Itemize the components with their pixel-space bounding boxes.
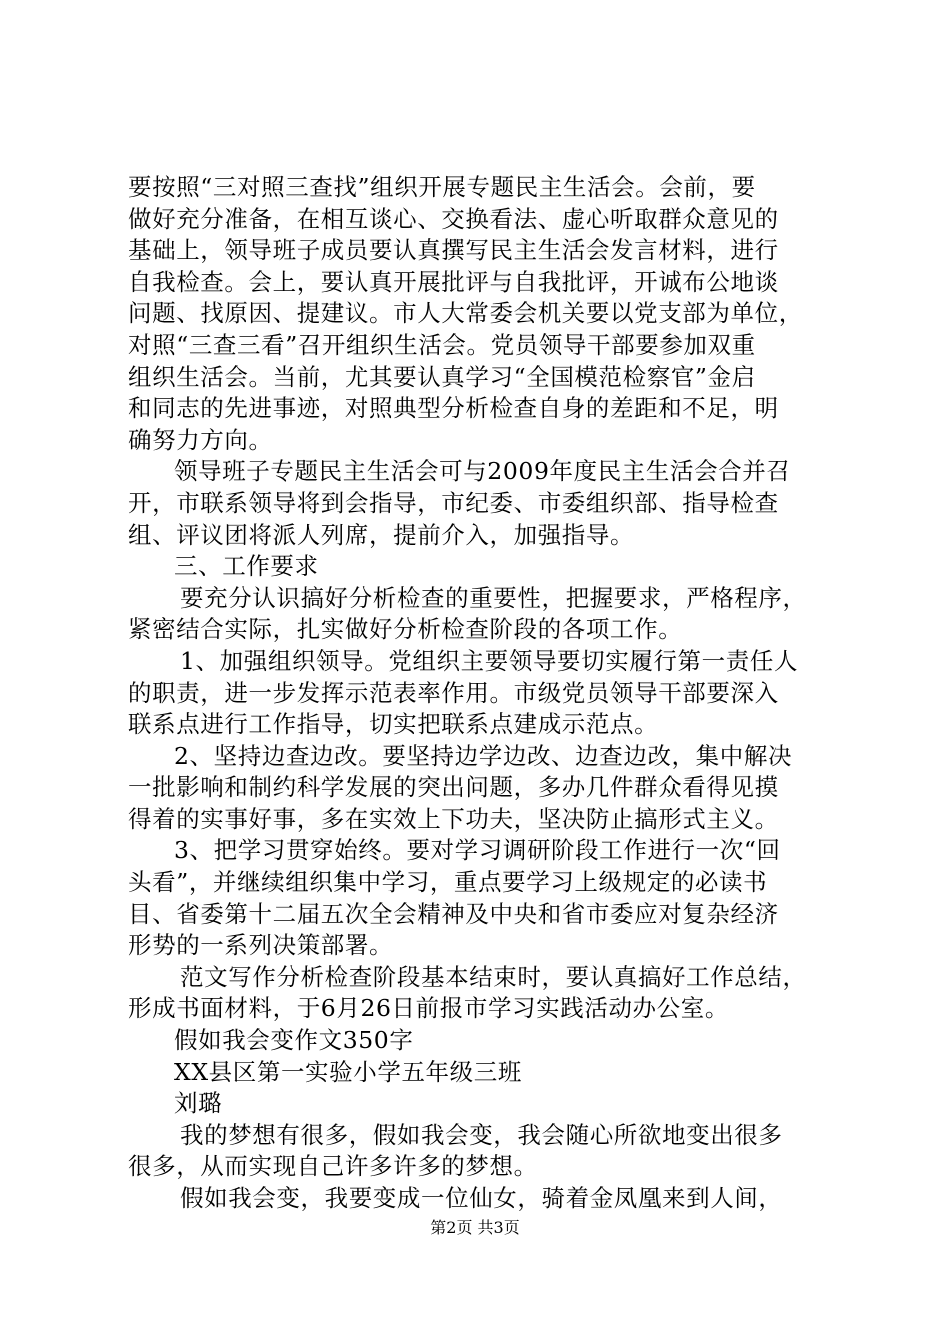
text-line: 要充分认识搞好分析检查的重要性，把握要求，严格程序， — [180, 583, 807, 612]
text-line: 要按照“三对照三查找”组织开展专题民主生活会。会前，要 — [128, 173, 756, 201]
text-line: 做好充分准备，在相互谈心、交换看法、虚心听取群众意见的 — [128, 204, 779, 233]
text-line: 基础上，领导班子成员要认真撰写民主生活会发言材料，进行 — [128, 236, 779, 265]
text-line: 联系点进行工作指导，切实把联系点建成示范点。 — [128, 710, 659, 739]
text-line: 开，市联系领导将到会指导，市纪委、市委组织部、指导检查 — [128, 488, 779, 517]
text-line: 问题、找原因、提建议。市人大常委会机关要以党支部为单位， — [128, 299, 803, 328]
text-line: 很多，从而实现自己许多许多的梦想。 — [128, 1152, 538, 1181]
text-line: 确努力方向。 — [128, 425, 273, 454]
text-line: 和同志的先进事迹，对照典型分析检查自身的差距和不足，明 — [128, 394, 779, 423]
text-line: 领导班子专题民主生活会可与2009年度民主生活会合并召 — [174, 457, 791, 486]
text-line: 目、省委第十二届五次全会精神及中央和省市委应对复杂经济 — [128, 899, 779, 928]
text-line: 头看”，并继续组织集中学习，重点要学习上级规定的必读书 — [128, 868, 768, 897]
text-line: 对照“三查三看”召开组织生活会。党员领导干部要参加双重 — [128, 330, 756, 359]
text-line: 组织生活会。当前，尤其要认真学习“全国模范检察官”金启 — [128, 362, 756, 391]
text-line: 假如我会变，我要变成一位仙女，骑着金凤凰来到人间， — [180, 1184, 783, 1212]
text-line: 组、评议团将派人列席，提前介入，加强指导。 — [128, 520, 635, 549]
text-line: 一批影响和制约科学发展的突出问题，多办几件群众看得见摸 — [128, 773, 779, 802]
text-line: 紧密结合实际，扎实做好分析检查阶段的各项工作。 — [128, 615, 683, 644]
text-line: 的职责，进一步发挥示范表率作用。市级党员领导干部要深入 — [128, 678, 779, 707]
text-line: 形成书面材料，于6月26日前报市学习实践活动办公室。 — [128, 994, 729, 1023]
page-footer: 第2页 共3页 — [430, 1218, 520, 1237]
text-line: 三、工作要求 — [174, 552, 319, 581]
document-body — [128, 172, 828, 1215]
text-line: XX县区第一实验小学五年级三班 — [174, 1057, 522, 1086]
text-line: 1、加强组织领导。党组织主要领导要切实履行第一责任人 — [180, 646, 799, 675]
text-line: 自我检查。会上，要认真开展批评与自我批评，开诚布公地谈 — [128, 267, 779, 296]
text-line: 假如我会变作文350字 — [174, 1026, 414, 1055]
text-line: 刘璐 — [174, 1089, 223, 1118]
text-line: 范文写作分析检查阶段基本结束时，要认真搞好工作总结， — [180, 962, 807, 991]
text-line: 2、坚持边查边改。要坚持边学边改、边查边改，集中解决 — [174, 741, 793, 770]
text-line: 形势的一系列决策部署。 — [128, 931, 394, 960]
text-line: 3、把学习贯穿始终。要对学习调研阶段工作进行一次“回 — [174, 836, 781, 865]
text-line: 得着的实事好事，多在实效上下功夫，坚决防止搞形式主义。 — [128, 804, 779, 833]
text-line: 我的梦想有很多，假如我会变，我会随心所欲地变出很多 — [180, 1120, 783, 1149]
